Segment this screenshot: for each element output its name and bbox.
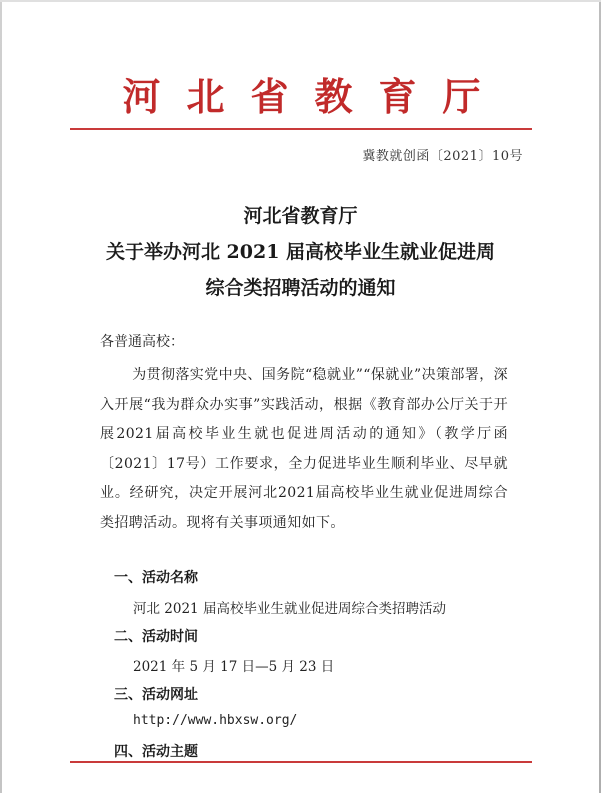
notice-title-line-2: 关于举办河北 2021 届高校毕业生就业促进周 — [105, 241, 496, 263]
document-number: 冀教就创函〔2021〕10号 — [362, 149, 523, 164]
salutation: 各普通高校： — [100, 334, 184, 350]
body-paragraph: 为贯彻落实党中央、国务院“稳就业”“保就业”决策部署，深入开展“我为群众办实事”实践活动，根据《教育部办公厅关于开展2021届高校毕业生就也促进周活动的通知》（教学厅函〔2021〕17号）工作要求，全力促进毕业生顺利毕业、尽早就业。经研究，决定开展河北2021届高校毕业生就业促进周综合类招聘活动。现将有关事项通知如下。 — [100, 367, 509, 531]
section-detail-3: http://www.hbxsw.org/ — [133, 713, 298, 728]
notice-title-line-1: 河北省教育厅 — [243, 205, 358, 227]
section-heading-2: 二、活动时间 — [114, 629, 198, 645]
section-heading-4: 四、活动主题 — [114, 744, 198, 760]
notice-title — [0, 198, 601, 306]
letterhead-red-rule — [70, 128, 532, 130]
notice-title-line-3: 综合类招聘活动的通知 — [205, 277, 396, 299]
section-heading-1: 一、活动名称 — [114, 570, 198, 586]
scan-edge-top — [0, 0, 601, 2]
section-detail-1: 河北 2021 届高校毕业生就业促进周综合类招聘活动 — [133, 601, 446, 617]
letterhead-title: 河北省教育厅 — [122, 74, 507, 119]
section-detail-2: 2021 年 5 月 17 日—5 月 23 日 — [133, 659, 335, 675]
section-heading-3: 三、活动网址 — [114, 687, 198, 703]
footer-red-rule — [70, 761, 532, 763]
